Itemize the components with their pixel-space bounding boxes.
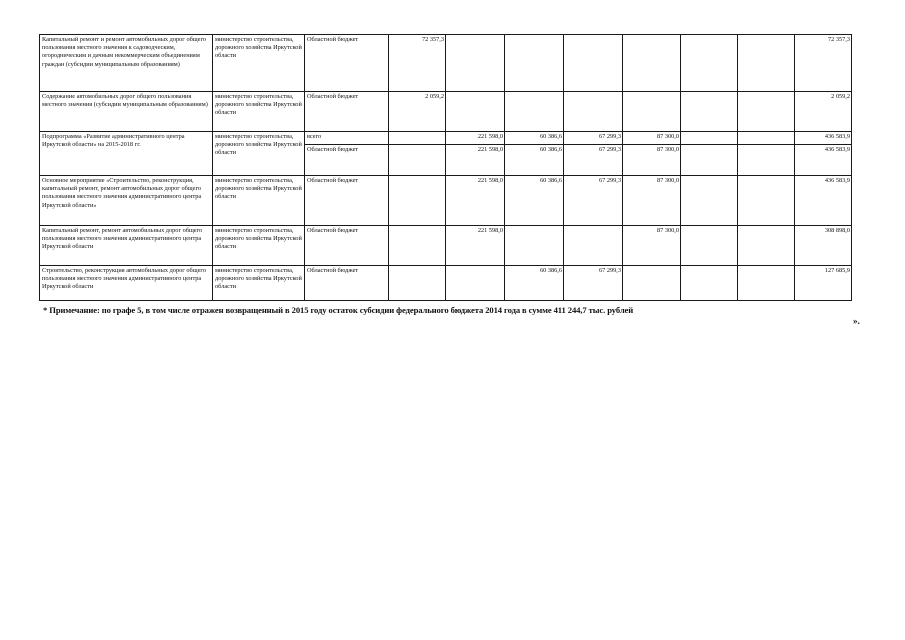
cell-value xyxy=(564,35,623,92)
row-name: Содержание автомобильных дорог общего пользования местного значения (субсидии муниципальным образованиям) xyxy=(40,92,213,132)
cell-value xyxy=(446,35,505,92)
cell-value: 87 300,0 xyxy=(623,226,681,266)
cell-total: 436 583,9 xyxy=(795,176,852,226)
cell-value xyxy=(681,266,738,301)
cell-total: 436 583,9 xyxy=(795,145,852,176)
row-executor: министерство строительства, дорожного хозяйства Иркутской области xyxy=(213,35,305,92)
cell-value xyxy=(681,132,738,145)
cell-total: 308 898,0 xyxy=(795,226,852,266)
row-executor: министерство строительства, дорожного хозяйства Иркутской области xyxy=(213,226,305,266)
cell-value xyxy=(738,132,795,145)
cell-value: 60 386,6 xyxy=(505,145,564,176)
cell-value: 60 386,6 xyxy=(505,266,564,301)
cell-value: 67 299,3 xyxy=(564,176,623,226)
cell-value xyxy=(389,145,446,176)
cell-total: 72 357,3 xyxy=(795,35,852,92)
footnote: * Примечание: по графе 5, в том числе отражен возвращенный в 2015 году остаток субсидии федерального бюджета 2014 года в сумме 411 244,7 тыс. рублей xyxy=(43,305,634,315)
row-name: Подпрограмма «Развитие административного центра Иркутской области» на 2015-2018 гг. xyxy=(40,132,213,176)
cell-value: 72 357,3 xyxy=(389,35,446,92)
cell-value xyxy=(505,92,564,132)
table-row xyxy=(40,266,852,301)
row-source: Областной бюджет xyxy=(305,145,389,176)
cell-value xyxy=(738,145,795,176)
table-row xyxy=(40,132,852,145)
cell-value xyxy=(738,92,795,132)
budget-table xyxy=(39,34,852,301)
cell-value: 67 299,3 xyxy=(564,132,623,145)
cell-value xyxy=(738,35,795,92)
row-name: Капитальный ремонт, ремонт автомобильных дорог общего пользования местного значения административного центра Иркутской области xyxy=(40,226,213,266)
row-name: Основное мероприятие «Строительство, реконструкция, капитальный ремонт, ремонт автомобильных дорог общего пользования местного значения административного центра Иркутской области» xyxy=(40,176,213,226)
cell-value xyxy=(681,145,738,176)
row-name: Капитальный ремонт и ремонт автомобильных дорог общего пользования местного значения к садоводческим, огородническим и дачным некоммерческим объединениям граждан (субсидии муниципальным образованиям) xyxy=(40,35,213,92)
cell-value xyxy=(738,266,795,301)
row-source: Областной бюджет xyxy=(305,176,389,226)
cell-value xyxy=(389,132,446,145)
cell-value xyxy=(681,176,738,226)
cell-value xyxy=(681,35,738,92)
cell-value: 221 598,0 xyxy=(446,145,505,176)
cell-value: 67 299,3 xyxy=(564,145,623,176)
row-executor: министерство строительства, дорожного хозяйства Иркутской области xyxy=(213,266,305,301)
cell-value xyxy=(623,92,681,132)
row-executor: министерство строительства, дорожного хозяйства Иркутской области xyxy=(213,92,305,132)
cell-value: 87 300,0 xyxy=(623,176,681,226)
cell-value xyxy=(389,176,446,226)
cell-value xyxy=(623,266,681,301)
cell-value: 60 386,6 xyxy=(505,132,564,145)
cell-value xyxy=(564,92,623,132)
row-executor: министерство строительства, дорожного хозяйства Иркутской области xyxy=(213,176,305,226)
table-row xyxy=(40,176,852,226)
row-source: Областной бюджет xyxy=(305,266,389,301)
cell-value xyxy=(564,226,623,266)
cell-value xyxy=(389,266,446,301)
table-row xyxy=(40,92,852,132)
cell-value: 87 300,0 xyxy=(623,145,681,176)
row-source: Областной бюджет xyxy=(305,35,389,92)
cell-value: 67 299,3 xyxy=(564,266,623,301)
cell-value xyxy=(446,92,505,132)
cell-value: 221 598,0 xyxy=(446,176,505,226)
row-source: Областной бюджет xyxy=(305,92,389,132)
cell-value: 221 598,0 xyxy=(446,226,505,266)
cell-total: 2 059,2 xyxy=(795,92,852,132)
table-row xyxy=(40,35,852,92)
row-executor: министерство строительства, дорожного хозяйства Иркутской области xyxy=(213,132,305,176)
cell-total: 436 583,9 xyxy=(795,132,852,145)
cell-value xyxy=(505,35,564,92)
cell-value xyxy=(446,266,505,301)
cell-value: 221 598,0 xyxy=(446,132,505,145)
cell-value xyxy=(681,92,738,132)
cell-value xyxy=(738,176,795,226)
cell-value: 87 300,0 xyxy=(623,132,681,145)
cell-value xyxy=(681,226,738,266)
cell-value xyxy=(505,226,564,266)
closing-quote-mark: ». xyxy=(853,316,860,326)
row-source: всего xyxy=(305,132,389,145)
cell-value: 2 059,2 xyxy=(389,92,446,132)
cell-value: 60 386,6 xyxy=(505,176,564,226)
row-name: Строительство, реконструкция автомобильных дорог общего пользования местного значения административного центра Иркутской области xyxy=(40,266,213,301)
cell-value xyxy=(623,35,681,92)
cell-total: 127 685,9 xyxy=(795,266,852,301)
cell-value xyxy=(389,226,446,266)
cell-value xyxy=(738,226,795,266)
table-row xyxy=(40,226,852,266)
row-source: Областной бюджет xyxy=(305,226,389,266)
